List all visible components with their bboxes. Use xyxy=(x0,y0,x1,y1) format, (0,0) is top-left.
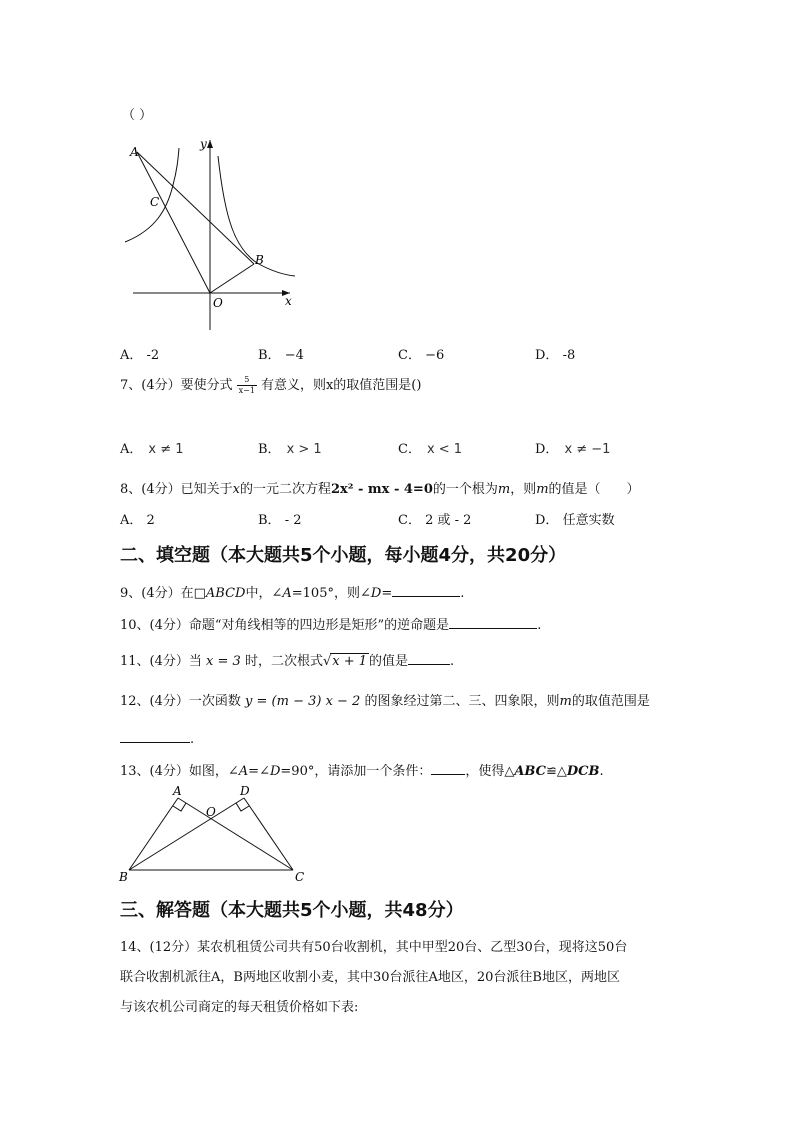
q8-option-b[interactable]: B． - 2 xyxy=(258,513,302,528)
q13-stem: 13、(4分）如图，∠A=∠D=90°，请添加一个条件： ，使得△ABC≌△DCB. xyxy=(120,764,604,779)
sqrt-sign: √ xyxy=(322,654,332,669)
q6-option-c[interactable]: C． −6 xyxy=(398,348,445,363)
q12-answer-line: . xyxy=(120,730,194,747)
q6-option-d[interactable]: D． -8 xyxy=(535,348,576,363)
segment-BD xyxy=(129,798,244,870)
q13-answer-blank[interactable] xyxy=(431,762,465,775)
q8-option-a[interactable]: A． 2 xyxy=(120,513,155,528)
label-O: O xyxy=(213,296,223,310)
label-D: D xyxy=(240,784,250,798)
label-C: C xyxy=(150,195,160,209)
q12-answer-blank[interactable] xyxy=(120,730,190,743)
q10-answer-blank[interactable] xyxy=(449,616,537,629)
q9-stem: 9、(4分）在□ABCD中，∠A=105°，则∠D= . xyxy=(120,586,465,601)
segment-BA xyxy=(129,798,178,870)
q7-stem: 7、(4分）要使分式 $\frac{5}{x-1}$ 有意义，则x的取值范围是() xyxy=(120,375,422,395)
q8-option-c[interactable]: C． 2 或 - 2 xyxy=(398,513,472,528)
q8-stem: 8、(4分）已知关于x的一元二次方程2x² - mx - 4=0的一个根为m，则m的值是（ ） xyxy=(120,482,640,497)
q8-option-d[interactable]: D． 任意实数 xyxy=(535,513,615,528)
label-O: O xyxy=(206,805,216,819)
q11-stem: 11、(4分）当 x = 3 时，二次根式√x + 1 的值是 . xyxy=(120,654,455,669)
segment-AO xyxy=(137,152,210,293)
q10-stem: 10、(4分）命题“对角线相等的四边形是矩形”的逆命题是 . xyxy=(120,618,542,633)
q7-option-c[interactable]: C． x < 1 xyxy=(398,442,463,457)
q7-option-d[interactable]: D． x ≠ −1 xyxy=(535,442,611,457)
y-axis-arrow xyxy=(207,140,213,148)
label-x: x xyxy=(285,294,292,308)
q9-answer-blank[interactable] xyxy=(392,584,460,597)
q12-stem: 12、(4分）一次函数 y = (m − 3) x − 2 的图象经过第二、三、四象限，则m的取值范围是 xyxy=(120,694,650,709)
q6-option-b[interactable]: B． −4 xyxy=(258,348,304,363)
right-angle-mark-D xyxy=(236,803,249,811)
q7-option-a[interactable]: A． x ≠ 1 xyxy=(120,442,184,457)
q14-line-3: 与该农机公司商定的每天租赁价格如下表: xyxy=(120,1000,359,1015)
q14-line-2: 联合收割机派往A，B两地区收割小麦，其中30台派往A地区，20台派往B地区，两地区 xyxy=(120,970,620,985)
section-3-title: 三、解答题（本大题共5个小题，共48分） xyxy=(120,900,464,921)
segment-DC xyxy=(244,798,293,870)
q13-triangle-figure xyxy=(115,782,320,884)
label-y: y xyxy=(200,137,207,151)
q6-bracket: （ ） xyxy=(122,108,153,123)
label-B: B xyxy=(119,870,128,884)
segment-AC xyxy=(178,798,293,870)
q7-fraction: $\frac{5}{x-1}$ xyxy=(238,375,255,395)
label-C: C xyxy=(295,870,305,884)
segment-OB xyxy=(210,264,254,293)
label-A: A xyxy=(173,784,182,798)
section-2-title: 二、填空题（本大题共5个小题，每小题4分，共20分） xyxy=(120,545,567,566)
q6-hyperbola-graph xyxy=(115,130,305,335)
label-A: A xyxy=(130,145,139,159)
right-angle-mark-A xyxy=(173,803,186,811)
label-B: B xyxy=(255,253,264,267)
q11-answer-blank[interactable] xyxy=(408,652,450,665)
q6-option-a[interactable]: A． -2 xyxy=(120,348,160,363)
q14-line-1: 14、(12分）某农机租赁公司共有50台收割机，其中甲型20台、乙型30台，现将这50台 xyxy=(120,940,628,955)
q7-option-b[interactable]: B． x > 1 xyxy=(258,442,322,457)
